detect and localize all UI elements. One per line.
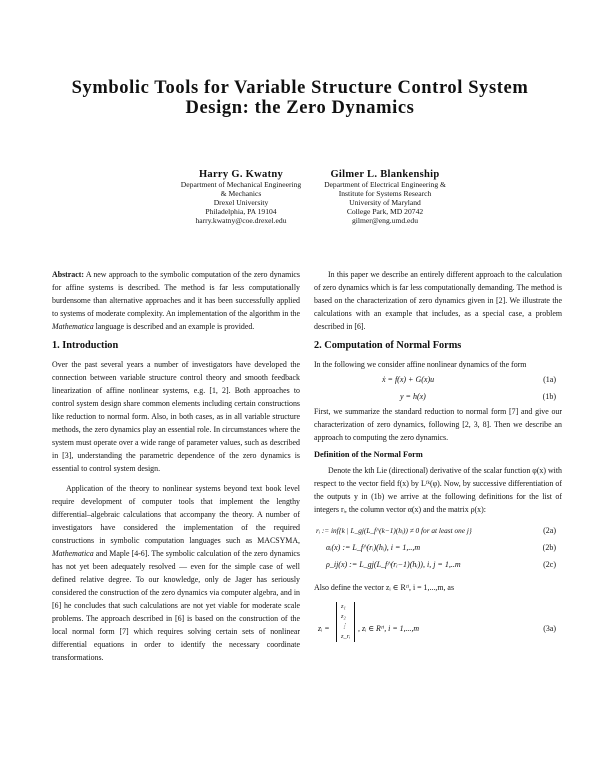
- equation-2a: [314, 522, 562, 539]
- vector-entry: z₁: [341, 603, 346, 610]
- author-dept: Institute for Systems Research: [338, 188, 432, 198]
- abstract-text: A new approach to the symbolic computation of the zero dynamics for affine systems is described. The method is far less computationally burdensome than alternative approaches and it has been successfully applied to systems of moderate complexity. An implementation of the algorithm in the: [52, 270, 300, 318]
- paragraph: Also define the vector zᵢ ∈ Rʳⁱ, i = 1,...,m, as: [314, 583, 455, 592]
- equation-number: (2a): [543, 526, 556, 535]
- equation-number: (3a): [543, 624, 556, 633]
- author-dept: & Mechanics: [220, 188, 262, 198]
- equation-body: ẋ = f(x) + G(x)u: [382, 375, 435, 384]
- section-heading: 1. Introduction: [52, 340, 119, 351]
- equation-lhs: zᵢ =: [318, 624, 330, 633]
- equation-number: (2c): [543, 560, 556, 569]
- author-org: Drexel University: [213, 197, 269, 207]
- author-dept: Department of Mechanical Engineering: [180, 180, 302, 189]
- abstract-label: Abstract:: [52, 270, 84, 279]
- right-column: [314, 268, 562, 656]
- equation-2c: [314, 556, 562, 573]
- paragraph: Denote the kth Lie (directional) derivative of the scalar function φ(x) with respect to the vector field f(x) by Lᶠᵏ(φ). Now, by successive differentiation of the outputs y in (1b) we arrive at the following definitions for the list of integers rᵢ, the column vector α(x) and the matrix ρ(x):: [314, 466, 562, 514]
- equation-body: rᵢ := inf{k | L_gj(L_f^(k−1)(hᵢ)) ≠ 0 for at least one j}: [316, 526, 472, 535]
- author-email: harry.kwatny@coe.drexel.edu: [195, 215, 287, 225]
- author-block-1: [160, 168, 322, 226]
- author-address: College Park, MD 20742: [346, 206, 424, 216]
- vector-entry: z_rᵢ: [341, 633, 351, 640]
- paragraph: In the following we consider affine nonlinear dynamics of the form: [314, 360, 527, 369]
- equation-number: (1b): [542, 392, 556, 401]
- vector-entry: ⋮: [341, 623, 348, 630]
- author-dept: Department of Electrical Engineering &: [324, 180, 446, 189]
- author-block-2: [300, 168, 470, 226]
- paper-title: Symbolic Tools for Variable Structure Control System Design: the Zero Dynamics: [71, 78, 529, 118]
- subsection-heading: Definition of the Normal Form: [314, 450, 423, 459]
- author-address: Philadelphia, PA 19104: [205, 206, 277, 216]
- equation-1a: [314, 371, 562, 388]
- author-org: University of Maryland: [349, 197, 421, 207]
- equation-1b: [314, 388, 562, 405]
- equation-body: ρ_ij(x) := L_gj(L_f^(rᵢ−1)(hᵢ)), i, j = 1,..m: [326, 560, 461, 569]
- equation-rhs: , zᵢ ∈ Rʳⁱ, i = 1,...,m: [358, 624, 420, 633]
- abstract: [52, 268, 300, 333]
- author-name: Gilmer L. Blankenship: [330, 169, 440, 180]
- left-column: [52, 268, 300, 664]
- paragraph: Over the past several years a number of investigators have developed the connection between variable structure control theory and smooth feedback linearization of affine nonlinear systems, e.g. [1, 2]. Both approaches to control system design share common elements including certain constructions like reduction to normal form. Also, in both cases, as in all variable structure methods, the zero dynamics play an essential role. In circumstances where the system must operate over a wide range of parameter values, such as described in [3], understanding the parametric dependence of the zero dynamics is essential to control system design.: [52, 360, 300, 473]
- equation-body: y = h(x): [400, 392, 426, 401]
- equation-number: (1a): [543, 375, 556, 384]
- paragraph: [52, 482, 300, 664]
- section-heading: 2. Computation of Normal Forms: [314, 340, 462, 351]
- abstract-emphasis: Mathematica: [52, 322, 94, 331]
- vector-entry: z₂: [341, 613, 346, 620]
- equation-number: (2b): [542, 543, 556, 552]
- equation-3a: [314, 600, 562, 656]
- column-vector: [336, 602, 355, 642]
- equation-body: αᵢ(x) := L_f^(rᵢ)(hᵢ), i = 1,..,m: [326, 543, 421, 552]
- paragraph-text: Application of the theory to nonlinear systems beyond text book level require development of computer tools that implement the lengthy differential–algebraic calculations that accompany the theory. A number of investigators have considered the implementation of the required constructions in symbolic computation languages such as MACSYMA,: [52, 484, 300, 545]
- paragraph: First, we summarize the standard reduction to normal form [7] and give our characterization of zero dynamics, following [2, 3, 8]. Then we describe an approach to computing the zero dynamics.: [314, 407, 562, 442]
- paragraph: In this paper we describe an entirely different approach to the calculation of zero dynamics which is far less computationally demanding. The method is based on the characterization of zero dynamics given in [2]. We illustrate the calculations with an example that includes, as a special case, a problem described in [6].: [314, 270, 562, 331]
- author-name: Harry G. Kwatny: [198, 169, 284, 180]
- equation-2b: [314, 539, 562, 556]
- paragraph-text: and Maple [4-6]. The symbolic calculation of the zero dynamics has not yet been adequately resolved — even for the simple case of well defined relative degree. To our knowledge, only de Jager has seriously considered the construction of the zero dynamics via computer algebra, and in [6] he concludes that such calculations are not yet viable for moderate scale problems. The approach described in [6] is based on the construction of the local normal form [7] which requires solving certain sets of nonlinear differential equations in order to identify the necessary coordinate transformations.: [52, 549, 300, 662]
- abstract-text: language is described and an example is provided.: [93, 322, 255, 331]
- author-email: gilmer@eng.umd.edu: [351, 215, 419, 225]
- paragraph-emphasis: Mathematica: [52, 549, 94, 558]
